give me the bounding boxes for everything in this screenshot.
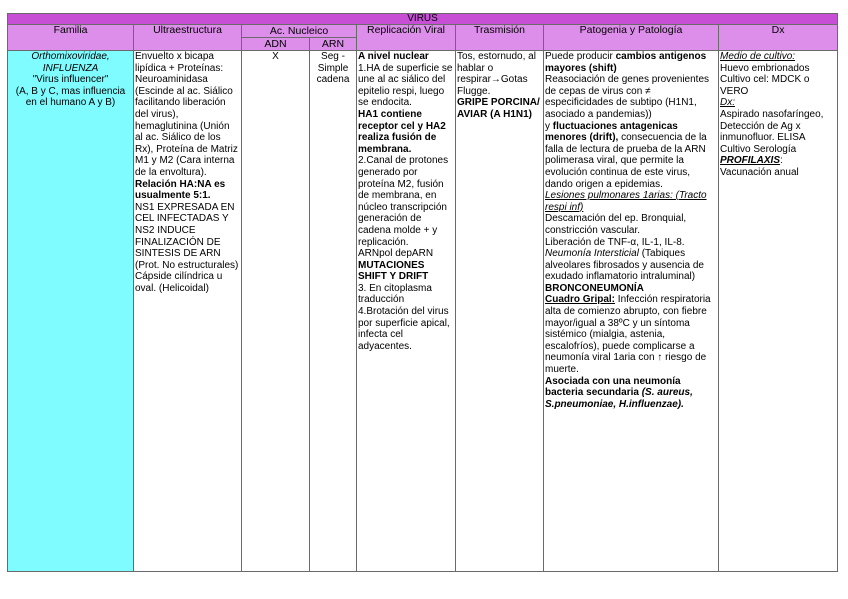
header-dx: Dx bbox=[719, 25, 838, 51]
table-row bbox=[8, 51, 838, 572]
rep-mutaciones: MUTACIONES SHIFT Y DRIFT bbox=[358, 259, 429, 283]
pat-fluct-bold: fluctuaciones antagenicas menores (drift), bbox=[545, 120, 678, 144]
dx-profilaxis bbox=[720, 155, 836, 167]
dx-medio-label: Medio de cultivo: bbox=[720, 51, 796, 62]
pat-asociada bbox=[545, 376, 717, 411]
header-adn: ADN bbox=[242, 38, 310, 51]
header-trasmision: Trasmisión bbox=[456, 25, 544, 51]
cell-ultraestructura bbox=[134, 51, 242, 572]
cell-replicacion bbox=[357, 51, 456, 572]
pat-reasociacion: Reasociación de genes provenientes de cepas de virus con ≠ especificidades de subtipo (H1N1, asociado a pandemias)) bbox=[545, 74, 709, 120]
pat-neumonia-text: (Tabiques alveolares fibrosados y ausencia de exudado inflamatorio intraluminal) bbox=[545, 248, 704, 283]
cell-adn: X bbox=[242, 51, 310, 572]
family-desc: (A, B y C, mas influencia en el humano A y B) bbox=[15, 85, 126, 109]
virus-table bbox=[7, 13, 838, 572]
rep-step-2: 2.Canal de protones generado por proteína M2, fusión de membrana, en núcleo transcripción generación de cadena molde + y replicación. bbox=[358, 155, 449, 248]
rep-step-1b: HA1 contiene receptor cel y HA2 realiza fusión de membrana. bbox=[358, 108, 446, 155]
pat-cambios-pre: Puede producir bbox=[545, 51, 613, 62]
ultra-text-2: NS1 EXPRESADA EN CEL INFECTADAS Y NS2 INDUCE FINALIZACIÓN DE SINTESIS DE ARN (Prot. No estructurales) bbox=[135, 201, 239, 271]
ultra-text-1: Envuelto x bicapa lipídica + Proteínas: Neuroaminidasa (Escinde al ac. Siálico facilitando liberación del virus), hemaglutinina (Unión al ac. Siálico de los Rx), Proteína de Matriz M1 y M2 (Cara interna de la envoltura). bbox=[135, 51, 238, 178]
header-patogenia: Patogenia y Patología bbox=[544, 25, 719, 51]
rep-step-1: 1.HA de superficie se une al ac siálico del epitelio respi, luego se endocita. bbox=[358, 62, 453, 109]
family-subtitle: "Virus influencer" bbox=[32, 74, 109, 86]
dx-profilaxis-text: Vacunación anual bbox=[720, 166, 799, 178]
header-replicacion: Replicación Viral bbox=[357, 25, 456, 51]
pat-cambios bbox=[545, 51, 717, 74]
pat-fluct-text: consecuencia de la falla de lectura de prueba de la ARN polimerasa viral, que permite la evolución continua de este virus, dando origen a epidemias. bbox=[545, 132, 707, 190]
tras-gripe: GRIPE PORCINA/ AVIAR (A H1N1) bbox=[457, 97, 540, 120]
cell-familia bbox=[8, 51, 134, 572]
ultra-ratio: Relación HA:NA es usualmente 5:1. bbox=[135, 178, 226, 202]
header-ac-nucleico: Ac. Nucleico bbox=[242, 25, 357, 38]
pat-fluctuaciones bbox=[545, 121, 717, 191]
cell-arn: Seg - Simple cadena bbox=[310, 51, 357, 572]
pat-y: y bbox=[545, 120, 550, 132]
rep-step-3: 3. En citoplasma traducción bbox=[358, 282, 432, 306]
pat-descamacion: Descamación del ep. Bronquial, constricción vascular. bbox=[545, 213, 687, 236]
header-ultraestructura: Ultraestructura bbox=[134, 25, 242, 51]
pat-liberacion: Liberación de TNF-α, IL-1, IL-8. bbox=[545, 236, 685, 248]
pat-bronconeumonia: BRONCONEUMONÍA bbox=[545, 282, 644, 294]
dx-label: Dx: bbox=[720, 97, 735, 109]
dx-profilaxis-label: PROFILAXIS bbox=[720, 155, 781, 167]
dx-medio-text: Huevo embrionados Cultivo cel: MDCK o VERO bbox=[720, 62, 810, 97]
pat-cuadro-title: Cuadro Gripal: bbox=[545, 294, 616, 306]
family-name: Orthomixoviridae, INFLUENZA bbox=[31, 51, 110, 74]
tras-text: Tos, estornudo, al hablar o respirar→Gotas Flugge. bbox=[457, 51, 536, 97]
cell-dx bbox=[719, 51, 838, 572]
dx-profilaxis-colon: : bbox=[780, 155, 783, 167]
cell-trasmision bbox=[456, 51, 544, 572]
rep-step-4: 4.Brotación del virus por superficie apical, infecta cel adyacentes. bbox=[358, 306, 450, 352]
pat-cuadro bbox=[545, 294, 717, 375]
pat-asociada-bact: (S. aureus, S.pneumoniae, H.influenzae). bbox=[545, 387, 693, 410]
pat-lesiones: Lesiones pulmonares 1arias: (Tracto respi inf) bbox=[545, 190, 707, 213]
table-title: VIRUS bbox=[8, 14, 838, 25]
cell-patogenia bbox=[544, 51, 719, 572]
rep-step-2b: ARNpol depARN bbox=[358, 248, 434, 260]
pat-cuadro-text: Infección respiratoria alta de comienzo abrupto, con fiebre mayor/igual a 38ºC y un síntoma sistémico (mialgia, astenia, escalofríos), puede complicarse a neumonía viral 1aria con ↑ riesgo de muerte. bbox=[545, 294, 711, 376]
header-arn: ARN bbox=[310, 38, 357, 51]
pat-neumonia bbox=[545, 248, 717, 283]
dx-text: Aspirado nasofaríngeo, Detección de Ag x inmunofluor. ELISA Cultivo Serología bbox=[720, 108, 824, 155]
header-familia: Familia bbox=[8, 25, 134, 51]
rep-title: A nivel nuclear bbox=[358, 51, 429, 62]
pat-neumonia-title: Neumonía Intersticial bbox=[545, 248, 639, 260]
ultra-text-3: Cápside cilíndrica u oval. (Helicoidal) bbox=[135, 271, 223, 294]
pat-asociada-bold: Asociada con una neumonía bacteria secundaria bbox=[545, 375, 681, 399]
pat-cambios-bold: cambios antigenos mayores (shift) bbox=[545, 51, 707, 74]
